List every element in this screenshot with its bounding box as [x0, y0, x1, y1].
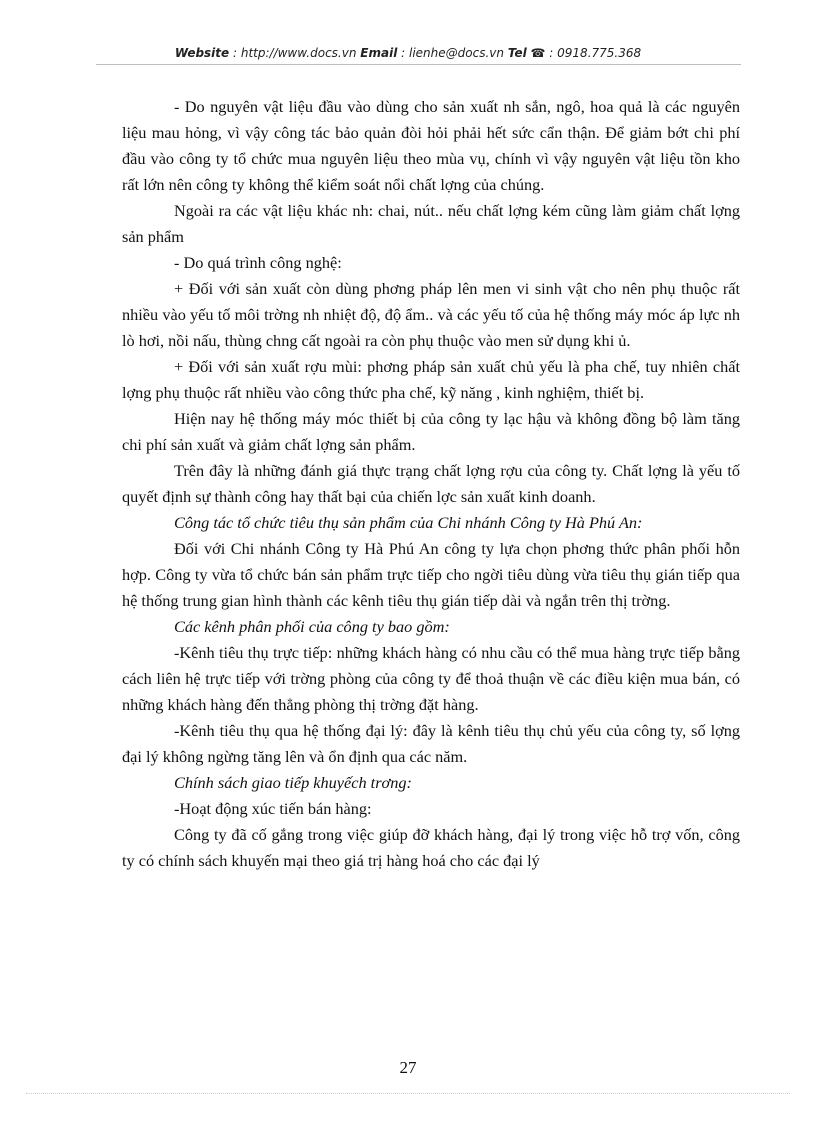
header-divider [96, 64, 741, 65]
page-number: 27 [399, 1058, 417, 1077]
paragraph: Hiện nay hệ thống máy móc thiết bị của công ty lạc hậu và không đồng bộ làm tăng chi phí sản xuất và giảm chất lợng sản phẩm. [122, 409, 740, 454]
document-body [122, 94, 740, 874]
subheading: Công tác tổ chức tiêu thụ sản phẩm của Chi nhánh Công ty Hà Phú An: [174, 513, 643, 532]
tel-label: Tel [507, 46, 527, 60]
subheading: Các kênh phân phối của công ty bao gồm: [174, 617, 450, 636]
paragraph: -Hoạt động xúc tiến bán hàng: [174, 799, 372, 818]
paragraph: -Kênh tiêu thụ qua hệ thống đại lý: đây là kênh tiêu thụ chủ yếu của công ty, số lợng đại lý không ngừng tăng lên và ổn định qua các năm. [122, 721, 740, 766]
paragraph: - Do quá trình công nghệ: [174, 253, 342, 272]
footer-divider [26, 1093, 790, 1094]
phone-number: ☎ : 0918.775.368 [530, 46, 642, 60]
email-address: : lienhe@docs.vn [401, 46, 504, 60]
paragraph: Công ty đã cố gắng trong việc giúp đỡ khách hàng, đại lý trong việc hỗ trợ vốn, công ty có chính sách khuyến mại theo giá trị hàng hoá cho các đại lý [122, 825, 740, 870]
paragraph: Trên đây là những đánh giá thực trạng chất lợng rợu của công ty. Chất lợng là yếu tố quyết định sự thành công hay thất bại của chiến lợc sản xuất kinh doanh. [122, 461, 740, 506]
page-header [0, 46, 816, 60]
paragraph: + Đối với sản xuất rợu mùi: phơng pháp sản xuất chủ yếu là pha chế, tuy nhiên chất lợng phụ thuộc rất nhiều vào công thức pha chế, kỹ năng , kinh nghiệm, thiết bị. [122, 357, 740, 402]
paragraph: Đối với Chi nhánh Công ty Hà Phú An công ty lựa chọn phơng thức phân phối hỗn hợp. Công ty vừa tổ chức bán sản phẩm trực tiếp cho ngời tiêu dùng vừa tiêu thụ gián tiếp qua hệ thống trung gian hình thành các kênh tiêu thụ gián tiếp dài và ngắn trên thị trờng. [122, 539, 740, 610]
paragraph: + Đối với sản xuất còn dùng phơng pháp lên men vi sinh vật cho nên phụ thuộc rất nhiều vào yếu tố môi trờng nh nhiệt độ, độ ẩm.. và các yếu tố của hệ thống máy móc áp lực nh lò hơi, nồi nấu, thùng chng cất ngoài ra còn phụ thuộc vào men sử dụng khi ủ. [122, 279, 740, 350]
paragraph: Ngoài ra các vật liệu khác nh: chai, nút.. nếu chất lợng kém cũng làm giảm chất lợng sản phẩm [122, 201, 740, 246]
website-url: : http://www.docs.vn [233, 46, 357, 60]
paragraph: -Kênh tiêu thụ trực tiếp: những khách hàng có nhu cầu có thể mua hàng trực tiếp bằng cách liên hệ trực tiếp với trờng phòng của công ty để thoả thuận về các điều kiện mua bán, có những khách hàng đến thẳng phòng thị trờng đặt hàng. [122, 643, 740, 714]
website-label: Website [174, 46, 230, 60]
email-label: Email [360, 46, 398, 60]
paragraph: - Do nguyên vật liệu đầu vào dùng cho sản xuất nh sắn, ngô, hoa quả là các nguyên liệu mau hỏng, vì vậy công tác bảo quản đòi hỏi phải hết sức cẩn thận. Để giảm bớt chi phí đầu vào công ty tổ chức mua nguyên liệu theo mùa vụ, chính vì vậy nguyên vật liệu tồn kho rất lớn nên công ty không thể kiểm soát nổi chất lợng của chúng. [122, 97, 740, 194]
subheading: Chính sách giao tiếp khuyếch trơng: [174, 773, 412, 792]
